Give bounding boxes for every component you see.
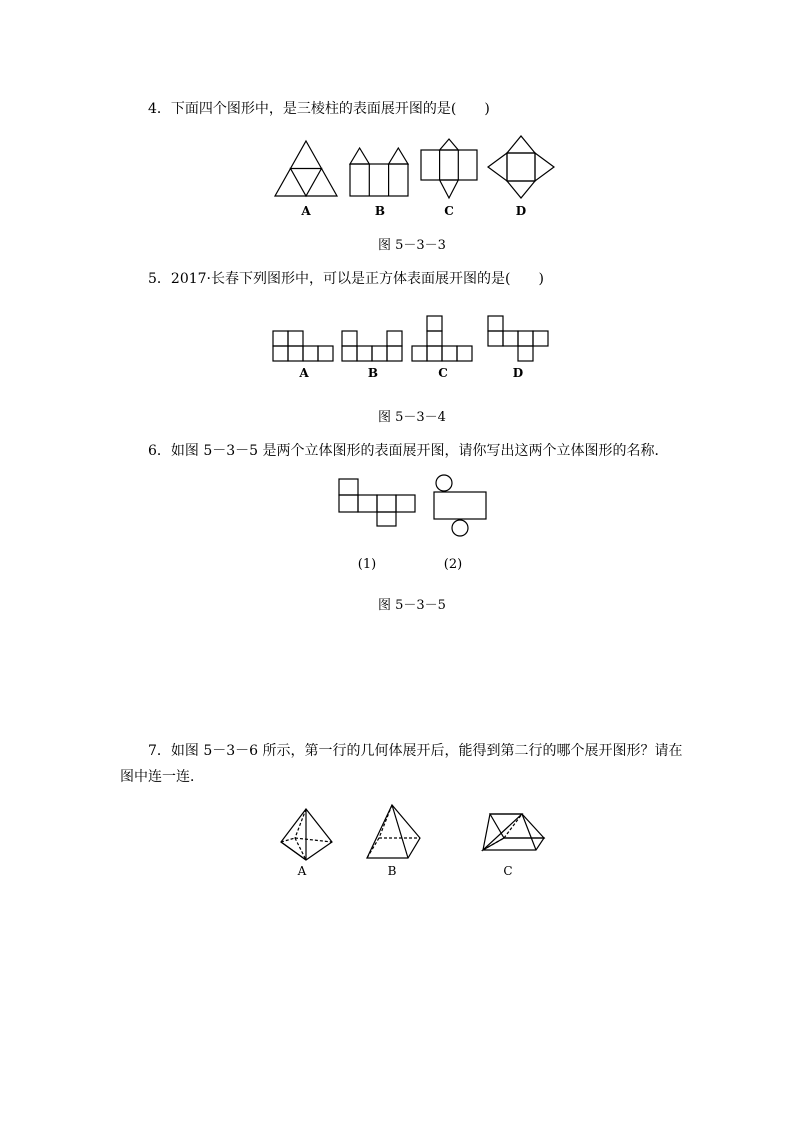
q5-label-b: B bbox=[367, 366, 379, 380]
q5-option-a-figure bbox=[272, 330, 336, 364]
q4-option-c-figure bbox=[420, 138, 478, 200]
q4-option-d-figure bbox=[486, 134, 556, 200]
q6-figure-1-cube-net bbox=[338, 478, 418, 528]
q7-solid-b-pyramid bbox=[366, 804, 422, 860]
q7-label-b: B bbox=[387, 864, 397, 878]
q6-label-2: (2) bbox=[443, 557, 463, 572]
q4-option-a-figure bbox=[274, 140, 338, 198]
q4-label-b: B bbox=[374, 204, 386, 218]
q5-label-c: C bbox=[438, 366, 448, 380]
q7-solid-c-triangular-prism bbox=[482, 810, 546, 854]
q5-label-a: A bbox=[299, 366, 309, 380]
q7-solid-a-octahedron bbox=[280, 808, 334, 864]
question-7-text-line-2: 图中连一连． bbox=[120, 769, 204, 785]
figure-caption-5-3-4: 图 5－3－4 bbox=[378, 410, 446, 425]
question-6-text: 6．如图 5－3－5 是两个立体图形的表面展开图，请你写出这两个立体图形的名称． bbox=[148, 443, 669, 459]
figure-caption-5-3-3: 图 5－3－3 bbox=[378, 238, 446, 253]
figure-caption-5-3-5: 图 5－3－5 bbox=[378, 598, 446, 613]
question-5-text: 5．2017·长春下列图形中，可以是正方体表面展开图的是( ) bbox=[148, 271, 544, 287]
q5-label-d: D bbox=[512, 366, 524, 380]
q5-option-b-figure bbox=[341, 330, 405, 364]
q6-figure-2-cylinder-net bbox=[432, 474, 488, 540]
q4-option-b-figure bbox=[349, 146, 409, 198]
q4-label-a: A bbox=[301, 204, 311, 218]
q6-label-1: (1) bbox=[357, 557, 377, 572]
question-7-text-line-1: 7．如图 5－3－6 所示，第一行的几何体展开后，能得到第二行的哪个展开图形？请在 bbox=[148, 743, 683, 759]
question-4-text: 4．下面四个图形中，是三棱柱的表面展开图的是( ) bbox=[148, 101, 490, 117]
q5-option-d-figure bbox=[487, 315, 551, 364]
q7-label-a: A bbox=[297, 864, 307, 878]
q4-label-c: C bbox=[444, 204, 454, 218]
q7-label-c: C bbox=[503, 864, 513, 878]
q5-option-c-figure bbox=[411, 315, 475, 364]
q4-label-d: D bbox=[515, 204, 527, 218]
